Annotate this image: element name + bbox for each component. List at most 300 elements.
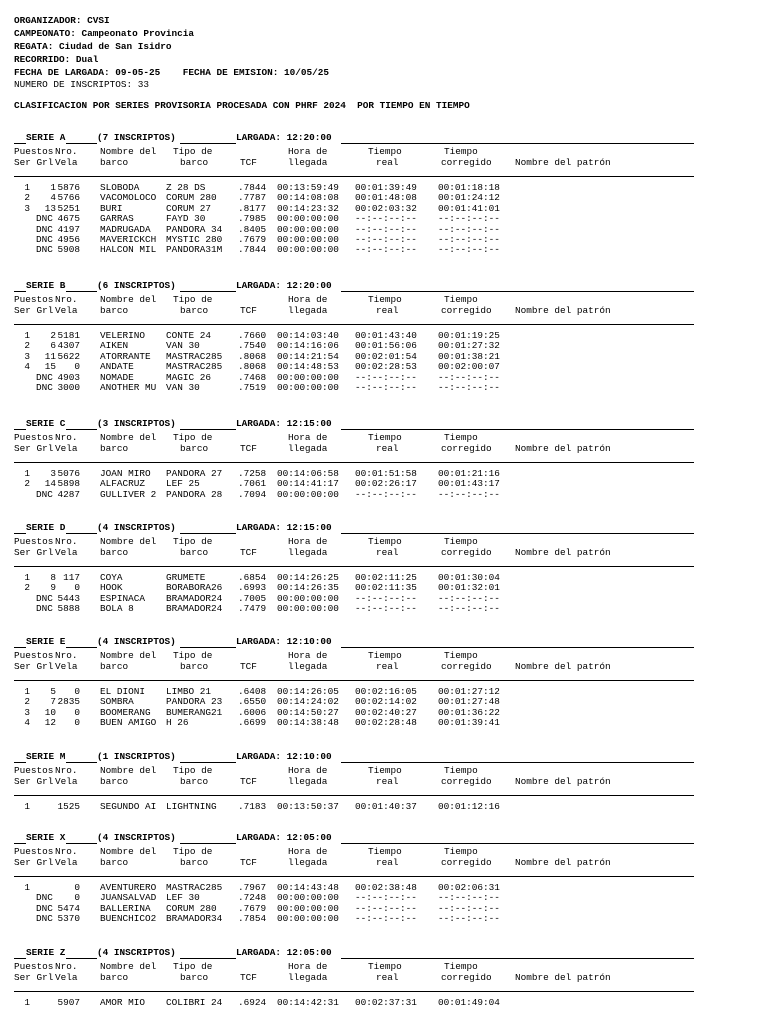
table-row <box>14 245 694 255</box>
column-header: TCF <box>240 305 257 316</box>
column-header: Vela <box>55 661 78 672</box>
cell-llegada: 00:00:00:00 <box>277 913 339 925</box>
cell-corregido: 00:01:38:21 <box>438 350 500 362</box>
column-header: Nombre del <box>100 650 157 661</box>
cell-corregido: --:--:--:-- <box>438 213 500 225</box>
cell-barco: JOAN MIRO <box>100 468 151 479</box>
column-header: barco <box>180 776 209 787</box>
cell-llegada: 00:14:26:05 <box>277 686 339 697</box>
series-title: SERIE M <box>26 751 66 762</box>
column-header: TCF <box>240 972 257 983</box>
cell-ser: DNC <box>36 213 53 225</box>
column-header: llegada <box>288 776 328 787</box>
cell-corregido: 00:01:39:41 <box>438 717 500 729</box>
cell-grl: 2 <box>50 330 56 341</box>
column-header: Tiempo <box>368 765 402 776</box>
header-separator <box>14 566 694 567</box>
column-header: Nombre del <box>100 536 157 547</box>
campeonato-line: CAMPEONATO: Campeonato Provincia <box>14 28 195 39</box>
cell-vela: 0 <box>74 686 80 697</box>
cell-real: --:--:--:-- <box>355 223 417 235</box>
column-header: Nombre del patrón <box>515 857 611 868</box>
column-header: Puestos <box>14 536 54 547</box>
cell-tcf: .7844 <box>238 244 267 256</box>
cell-ser: 2 <box>24 478 30 490</box>
cell-barco: SEGUNDO AI <box>100 801 157 812</box>
cell-vela: 5908 <box>57 244 80 256</box>
column-header: Nombre del patrón <box>515 661 611 672</box>
series-largada: LARGADA: 12:20:00 <box>236 280 332 291</box>
cell-tipo: CORUM 27 <box>166 202 212 214</box>
cell-tcf: .7519 <box>238 382 267 393</box>
title-underline <box>14 291 26 292</box>
cell-vela: 0 <box>74 706 80 718</box>
table-row <box>14 998 694 1008</box>
cell-corregido: --:--:--:-- <box>438 592 500 604</box>
cell-llegada: 00:14:03:40 <box>277 330 339 341</box>
cell-llegada: 00:14:43:48 <box>277 882 339 893</box>
header-separator <box>14 462 694 463</box>
cell-barco: COYA <box>100 572 123 583</box>
column-header: Nombre del <box>100 146 157 157</box>
cell-vela: 0 <box>74 882 80 893</box>
cell-corregido: --:--:--:-- <box>438 382 500 393</box>
cell-barco: ALFACRUZ <box>100 478 146 490</box>
column-header: Nombre del patrón <box>515 443 611 454</box>
header-separator <box>14 176 694 177</box>
cell-ser: 3 <box>24 202 30 214</box>
series-title: SERIE D <box>26 522 66 533</box>
column-header: Tipo de <box>173 536 213 547</box>
cell-corregido: --:--:--:-- <box>438 913 500 925</box>
series-title: SERIE X <box>26 832 66 843</box>
title-underline <box>341 647 694 648</box>
column-header: real <box>376 305 399 316</box>
cell-real: 00:02:03:32 <box>355 202 417 214</box>
cell-barco: BURI <box>100 202 123 214</box>
column-header: real <box>376 972 399 983</box>
cell-tipo: BRAMADOR34 <box>166 913 223 925</box>
cell-llegada: 00:14:48:53 <box>277 361 339 373</box>
cell-vela: 4307 <box>57 340 80 352</box>
column-header: real <box>376 776 399 787</box>
table-row <box>14 490 694 500</box>
cell-tcf: .8405 <box>238 223 267 235</box>
column-header: Tiempo <box>444 846 478 857</box>
column-header: llegada <box>288 661 328 672</box>
cell-llegada: 00:14:23:32 <box>277 202 339 214</box>
column-header: Nombre del <box>100 765 157 776</box>
column-header: Vela <box>55 857 78 868</box>
cell-barco: AVENTURERO <box>100 882 157 893</box>
cell-real: --:--:--:-- <box>355 603 417 615</box>
cell-vela: 5622 <box>57 350 80 362</box>
cell-tcf: .7005 <box>238 592 267 604</box>
cell-corregido: 00:01:12:16 <box>438 801 500 812</box>
column-header: Ser Grl <box>14 857 54 868</box>
cell-barco: SLOBODA <box>100 182 140 193</box>
cell-tipo: LEF 30 <box>166 892 200 904</box>
cell-tcf: .7787 <box>238 192 267 204</box>
cell-barco: ANOTHER MU <box>100 382 157 393</box>
cell-llegada: 00:14:24:02 <box>277 696 339 708</box>
title-underline <box>14 843 26 844</box>
cell-real: 00:02:01:54 <box>355 350 417 362</box>
cell-tcf: .8177 <box>238 202 267 214</box>
column-header: Nro. <box>55 765 78 776</box>
cell-vela: 5876 <box>57 182 80 193</box>
column-header: TCF <box>240 661 257 672</box>
column-header: Nombre del <box>100 432 157 443</box>
cell-vela: 5370 <box>57 913 80 925</box>
cell-barco: BALLERINA <box>100 902 151 914</box>
column-header: Tiempo <box>444 432 478 443</box>
cell-tipo: BRAMADOR24 <box>166 603 223 615</box>
cell-barco: BOOMERANG <box>100 706 151 718</box>
series-largada: LARGADA: 12:10:00 <box>236 636 332 647</box>
cell-real: --:--:--:-- <box>355 382 417 393</box>
cell-tipo: BORABORA26 <box>166 582 223 594</box>
cell-ser: 2 <box>24 582 30 594</box>
title-underline <box>14 143 26 144</box>
cell-tcf: .7660 <box>238 330 267 341</box>
table-row <box>14 914 694 924</box>
cell-tcf: .6993 <box>238 582 267 594</box>
organizador-line: ORGANIZADOR: CVSI <box>14 15 110 26</box>
cell-llegada: 00:00:00:00 <box>277 892 339 904</box>
cell-ser: 1 <box>24 997 30 1008</box>
table-row <box>14 697 694 707</box>
cell-corregido: --:--:--:-- <box>438 244 500 256</box>
cell-real: 00:01:56:06 <box>355 340 417 352</box>
column-header: Ser Grl <box>14 972 54 983</box>
cell-barco: MADRUGADA <box>100 223 151 235</box>
cell-ser: 2 <box>24 340 30 352</box>
title-underline <box>180 958 236 959</box>
cell-vela: 0 <box>74 582 80 594</box>
cell-real: 00:02:14:02 <box>355 696 417 708</box>
column-header: real <box>376 661 399 672</box>
cell-tipo: MASTRAC285 <box>166 350 223 362</box>
column-header: barco <box>100 305 129 316</box>
title-underline <box>341 762 694 763</box>
column-header: Puestos <box>14 961 54 972</box>
column-header: Tipo de <box>173 961 213 972</box>
series-largada: LARGADA: 12:15:00 <box>236 418 332 429</box>
cell-ser: 4 <box>24 361 30 373</box>
column-header: Tiempo <box>444 961 478 972</box>
clasificacion-title: CLASIFICACION POR SERIES PROVISORIA PROCESADA CON PHRF 2024 POR TIEMPO EN TIEMPO <box>14 100 470 111</box>
title-underline <box>66 762 97 763</box>
cell-ser: 1 <box>24 801 30 812</box>
table-row <box>14 383 694 393</box>
cell-vela: 5888 <box>57 603 80 615</box>
table-row <box>14 362 694 372</box>
series-inscriptos: (3 INSCRIPTOS) <box>97 418 176 429</box>
cell-llegada: 00:14:38:48 <box>277 717 339 729</box>
cell-grl: 4 <box>50 192 56 204</box>
cell-real: 00:02:40:27 <box>355 706 417 718</box>
cell-llegada: 00:00:00:00 <box>277 592 339 604</box>
cell-tipo: MASTRAC285 <box>166 361 223 373</box>
cell-real: 00:01:39:49 <box>355 182 417 193</box>
cell-real: --:--:--:-- <box>355 913 417 925</box>
cell-tcf: .7468 <box>238 371 267 383</box>
cell-tipo: BUMERANG21 <box>166 706 223 718</box>
cell-tipo: Z 28 DS <box>166 182 206 193</box>
cell-tcf: .7479 <box>238 603 267 615</box>
cell-tipo: PANDORA 28 <box>166 488 223 500</box>
cell-ser: DNC <box>36 603 53 615</box>
series-title: SERIE B <box>26 280 66 291</box>
title-underline <box>66 647 97 648</box>
column-header: Tiempo <box>368 846 402 857</box>
column-header: Nombre del patrón <box>515 547 611 558</box>
cell-grl: 13 <box>44 202 56 214</box>
cell-real: --:--:--:-- <box>355 213 417 225</box>
column-header: Hora de <box>288 765 328 776</box>
column-header: real <box>376 547 399 558</box>
cell-barco: BUEN AMIGO <box>100 717 157 729</box>
cell-llegada: 00:14:26:25 <box>277 572 339 583</box>
cell-llegada: 00:00:00:00 <box>277 213 339 225</box>
column-header: Nro. <box>55 961 78 972</box>
cell-llegada: 00:00:00:00 <box>277 234 339 245</box>
header-separator <box>14 680 694 681</box>
cell-tcf: .6408 <box>238 686 267 697</box>
column-header: Tipo de <box>173 146 213 157</box>
cell-tipo: PANDORA31M <box>166 244 223 256</box>
column-header: Tipo de <box>173 765 213 776</box>
column-header: Tiempo <box>444 294 478 305</box>
cell-ser: DNC <box>36 592 53 604</box>
series-largada: LARGADA: 12:10:00 <box>236 751 332 762</box>
cell-tcf: .7540 <box>238 340 267 352</box>
column-header: barco <box>180 857 209 868</box>
column-header: Nro. <box>55 146 78 157</box>
cell-tcf: .6550 <box>238 696 267 708</box>
cell-real: 00:01:43:40 <box>355 330 417 341</box>
cell-corregido: 00:01:49:04 <box>438 997 500 1008</box>
column-header: Nombre del patrón <box>515 972 611 983</box>
cell-tipo: COLIBRI 24 <box>166 997 223 1008</box>
cell-tipo: FAYD 30 <box>166 213 206 225</box>
cell-barco: JUANSALVAD <box>100 892 157 904</box>
table-row <box>14 802 694 812</box>
column-header: Vela <box>55 305 78 316</box>
cell-real: 00:01:51:58 <box>355 468 417 479</box>
column-header: corregido <box>441 443 492 454</box>
title-underline <box>14 958 26 959</box>
column-header: corregido <box>441 547 492 558</box>
column-header: real <box>376 157 399 168</box>
column-header: barco <box>180 305 209 316</box>
column-header: Nro. <box>55 846 78 857</box>
series-largada: LARGADA: 12:05:00 <box>236 832 332 843</box>
series-inscriptos: (4 INSCRIPTOS) <box>97 636 176 647</box>
cell-corregido: --:--:--:-- <box>438 902 500 914</box>
title-underline <box>14 429 26 430</box>
cell-tcf: .6006 <box>238 706 267 718</box>
cell-vela: 5907 <box>57 997 80 1008</box>
cell-grl: 14 <box>44 478 56 490</box>
cell-ser: 1 <box>24 686 30 697</box>
title-underline <box>341 143 694 144</box>
column-header: Tiempo <box>368 146 402 157</box>
cell-barco: VELERINO <box>100 330 146 341</box>
column-header: Ser Grl <box>14 305 54 316</box>
column-header: Tipo de <box>173 294 213 305</box>
header-separator <box>14 324 694 325</box>
cell-ser: DNC <box>36 244 53 256</box>
cell-corregido: 00:01:19:25 <box>438 330 500 341</box>
title-underline <box>66 291 97 292</box>
cell-vela: 5076 <box>57 468 80 479</box>
column-header: TCF <box>240 857 257 868</box>
fechas-line: FECHA DE LARGADA: 09-05-25 FECHA DE EMISION: 10/05/25 <box>14 67 330 78</box>
cell-ser: 1 <box>24 468 30 479</box>
cell-real: 00:02:28:53 <box>355 361 417 373</box>
series-title: SERIE Z <box>26 947 66 958</box>
column-header: Vela <box>55 547 78 558</box>
cell-barco: AIKEN <box>100 340 129 352</box>
column-header: TCF <box>240 547 257 558</box>
cell-corregido: 00:01:32:01 <box>438 582 500 594</box>
cell-corregido: 00:01:43:17 <box>438 478 500 490</box>
column-header: Tiempo <box>368 961 402 972</box>
series-inscriptos: (7 INSCRIPTOS) <box>97 132 176 143</box>
column-header: Tiempo <box>368 650 402 661</box>
column-header: Tipo de <box>173 432 213 443</box>
cell-llegada: 00:14:26:35 <box>277 582 339 594</box>
cell-grl: 12 <box>44 717 56 729</box>
table-row <box>14 893 694 903</box>
cell-vela: 4903 <box>57 371 80 383</box>
cell-barco: HOOK <box>100 582 123 594</box>
column-header: Nombre del <box>100 294 157 305</box>
column-header: Tipo de <box>173 846 213 857</box>
cell-barco: EL DIONI <box>100 686 146 697</box>
cell-grl: 5 <box>50 686 56 697</box>
cell-corregido: 00:01:30:04 <box>438 572 500 583</box>
cell-tipo: LIGHTNING <box>166 801 217 812</box>
column-header: Vela <box>55 443 78 454</box>
table-row <box>14 341 694 351</box>
table-row <box>14 479 694 489</box>
cell-tipo: MYSTIC 280 <box>166 234 223 245</box>
cell-corregido: --:--:--:-- <box>438 223 500 235</box>
column-header: corregido <box>441 157 492 168</box>
cell-grl: 3 <box>50 468 56 479</box>
column-header: Nombre del <box>100 846 157 857</box>
cell-barco: ATORRANTE <box>100 350 151 362</box>
cell-ser: 1 <box>24 182 30 193</box>
regata-line: REGATA: Ciudad de San Isidro <box>14 41 172 52</box>
cell-ser: DNC <box>36 234 53 245</box>
series-title: SERIE A <box>26 132 66 143</box>
column-header: Puestos <box>14 765 54 776</box>
column-header: Hora de <box>288 432 328 443</box>
title-underline <box>66 843 97 844</box>
cell-tipo: PANDORA 27 <box>166 468 223 479</box>
header-separator <box>14 795 694 796</box>
cell-real: 00:02:28:48 <box>355 717 417 729</box>
cell-tcf: .7679 <box>238 234 267 245</box>
column-header: Tiempo <box>368 536 402 547</box>
cell-barco: BUENCHICO2 <box>100 913 157 925</box>
cell-tipo: MAGIC 26 <box>166 371 212 383</box>
column-header: Puestos <box>14 846 54 857</box>
cell-real: --:--:--:-- <box>355 234 417 245</box>
table-row <box>14 718 694 728</box>
cell-vela: 5766 <box>57 192 80 204</box>
column-header: Ser Grl <box>14 157 54 168</box>
cell-corregido: 00:01:41:01 <box>438 202 500 214</box>
cell-corregido: 00:02:06:31 <box>438 882 500 893</box>
series-title: SERIE C <box>26 418 66 429</box>
cell-llegada: 00:00:00:00 <box>277 244 339 256</box>
cell-corregido: --:--:--:-- <box>438 234 500 245</box>
column-header: llegada <box>288 443 328 454</box>
table-row <box>14 193 694 203</box>
cell-vela: 5181 <box>57 330 80 341</box>
column-header: barco <box>180 443 209 454</box>
cell-ser: 2 <box>24 696 30 708</box>
cell-llegada: 00:00:00:00 <box>277 603 339 615</box>
cell-vela: 4675 <box>57 213 80 225</box>
cell-tcf: .7258 <box>238 468 267 479</box>
cell-vela: 4956 <box>57 234 80 245</box>
title-underline <box>341 291 694 292</box>
cell-llegada: 00:00:00:00 <box>277 223 339 235</box>
cell-vela: 117 <box>63 572 80 583</box>
cell-llegada: 00:14:06:58 <box>277 468 339 479</box>
title-underline <box>341 533 694 534</box>
column-header: Puestos <box>14 650 54 661</box>
cell-ser: 4 <box>24 717 30 729</box>
cell-grl: 7 <box>50 696 56 708</box>
cell-grl: 1 <box>50 182 56 193</box>
column-header: Vela <box>55 157 78 168</box>
series-largada: LARGADA: 12:20:00 <box>236 132 332 143</box>
column-header: llegada <box>288 305 328 316</box>
cell-vela: 4197 <box>57 223 80 235</box>
cell-vela: 4287 <box>57 488 80 500</box>
column-header: Hora de <box>288 961 328 972</box>
column-header: Hora de <box>288 146 328 157</box>
series-title: SERIE E <box>26 636 66 647</box>
cell-corregido: 00:01:27:48 <box>438 696 500 708</box>
column-header: Hora de <box>288 294 328 305</box>
title-underline <box>66 429 97 430</box>
cell-ser: DNC <box>36 892 53 904</box>
cell-tcf: .8068 <box>238 361 267 373</box>
column-header: barco <box>100 776 129 787</box>
cell-vela: 2835 <box>57 696 80 708</box>
cell-corregido: 00:01:27:32 <box>438 340 500 352</box>
cell-real: 00:02:16:05 <box>355 686 417 697</box>
series-inscriptos: (1 INSCRIPTOS) <box>97 751 176 762</box>
column-header: barco <box>180 661 209 672</box>
column-header: Ser Grl <box>14 776 54 787</box>
cell-llegada: 00:00:00:00 <box>277 902 339 914</box>
column-header: Ser Grl <box>14 547 54 558</box>
cell-tipo: VAN 30 <box>166 382 200 393</box>
cell-tipo: MASTRAC285 <box>166 882 223 893</box>
cell-tcf: .6699 <box>238 717 267 729</box>
column-header: corregido <box>441 857 492 868</box>
header-separator <box>14 991 694 992</box>
